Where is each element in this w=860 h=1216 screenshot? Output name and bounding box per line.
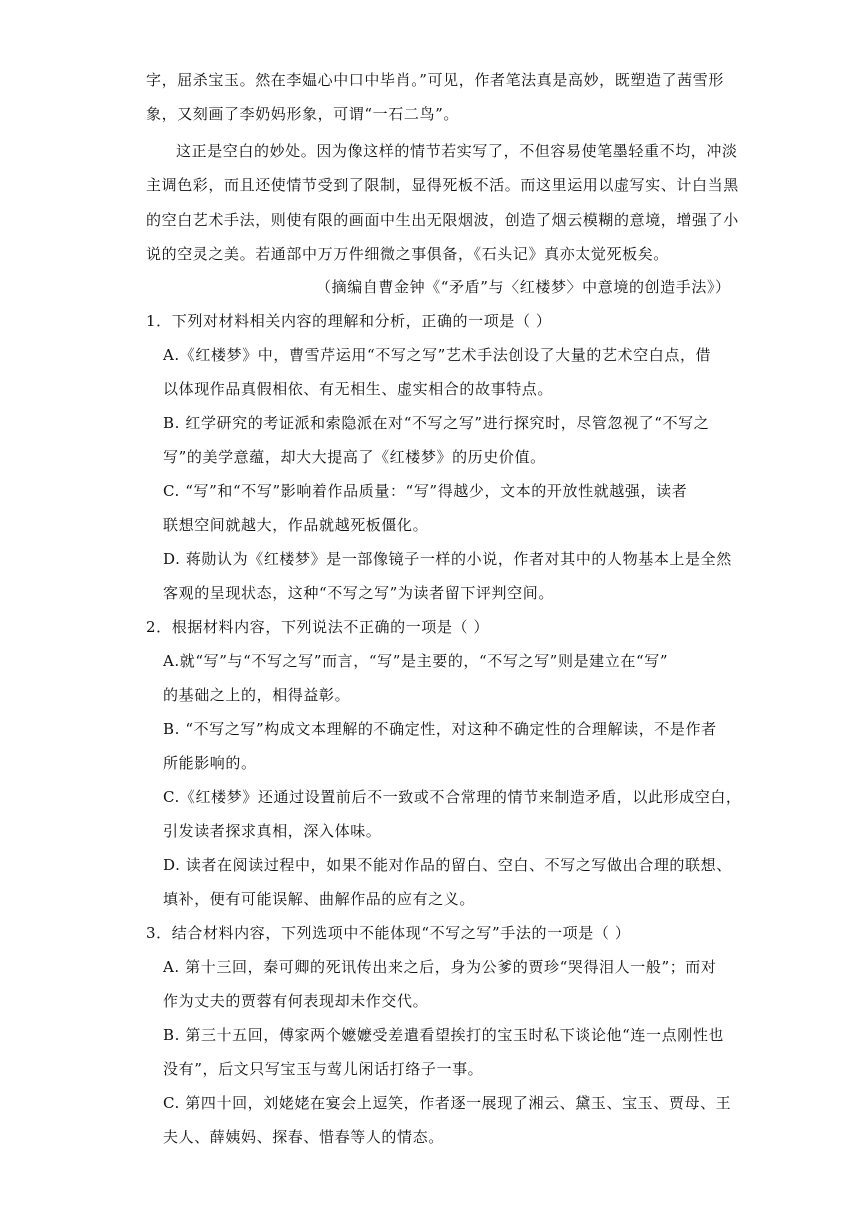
option-line: 填补，便有可能误解、曲解作品的应有之义。 bbox=[163, 890, 476, 908]
option-line: A. 第十三回，秦可卿的死讯传出来之后，身为公爹的贾珍“哭得泪人一般”；而对 bbox=[163, 958, 717, 976]
option-line: 所能影响的。 bbox=[163, 754, 257, 772]
option-line: 联想空间就越大，作品就越死板僵化。 bbox=[163, 516, 429, 534]
question-stem: 1．下列对材料相关内容的理解和分析，正确的一项是（ ） bbox=[146, 312, 552, 330]
option-line: B. “不写之写”构成文本理解的不确定性，对这种不确定性的合理解读，不是作者 bbox=[163, 720, 717, 738]
option-line: C.《红楼梦》还通过设置前后不一致或不合常理的情节来制造矛盾，以此形成空白， bbox=[163, 788, 742, 806]
question-stem: 3．结合材料内容，下列选项中不能体现“不写之写”手法的一项是（ ） bbox=[146, 924, 631, 942]
option-line: 客观的呈现状态，这种“不写之写”为读者留下评判空间。 bbox=[163, 584, 554, 602]
passage-line: 这正是空白的妙处。因为像这样的情节若实写了，不但容易使笔墨轻重不均，冲淡 bbox=[176, 142, 738, 160]
passage-line: 主调色彩，而且还使情节受到了限制，显得死板不活。而这里运用以虚写实、计白当黑 bbox=[146, 176, 739, 194]
passage-line: 说的空灵之美。若通部中万万件细微之事俱备，《石头记》真亦太觉死板矣。 bbox=[146, 245, 669, 263]
option-line: A.《红楼梦》中，曹雪芹运用“不写之写”艺术手法创设了大量的艺术空白点，借 bbox=[163, 346, 712, 364]
option-line: B. 红学研究的考证派和索隐派在对“不写之写”进行探究时，尽管忽视了“不写之 bbox=[163, 414, 710, 432]
question-stem: 2．根据材料内容，下列说法不正确的一项是（ ） bbox=[146, 618, 490, 636]
option-line: 引发读者探求真相，深入体味。 bbox=[163, 822, 382, 840]
passage-line: 字，屈杀宝玉。然在李媪心中口中毕肖。”可见，作者笔法真是高妙，既塑造了茜雪形 bbox=[146, 71, 724, 89]
option-line: D. 蒋勋认为《红楼梦》是一部像镜子一样的小说，作者对其中的人物基本上是全然 bbox=[163, 550, 732, 568]
option-line: 夫人、薛姨妈、探春、惜春等人的情态。 bbox=[163, 1128, 444, 1146]
option-line: C. 第四十回，刘姥姥在宴会上逗笑，作者逐一展现了湘云、黛玉、宝玉、贾母、王 bbox=[163, 1094, 732, 1112]
source-attribution: （摘编自曹金钟《“矛盾”与〈红楼梦〉中意境的创造手法》） bbox=[316, 278, 731, 296]
passage-line: 象，又刻画了李奶妈形象，可谓“一石二鸟”。 bbox=[146, 105, 459, 123]
option-line: B. 第三十五回，傅家两个嬷嬷受差遣看望挨打的宝玉时私下谈论他“连一点刚性也 bbox=[163, 1026, 725, 1044]
passage-line: 的空白艺术手法，则使有限的画面中生出无限烟波，创造了烟云模糊的意境，增强了小 bbox=[146, 211, 739, 229]
option-line: C. “写”和“不写”影响着作品质量：“写”得越少，文本的开放性就越强，读者 bbox=[163, 482, 688, 500]
option-line: 写”的美学意蕴，却大大提高了《红楼梦》的历史价值。 bbox=[163, 448, 546, 466]
option-line: A.就“写”与“不写之写”而言，“写”是主要的，“不写之写”则是建立在“写” bbox=[163, 652, 669, 670]
option-line: 没有”，后文只写宝玉与莺儿闲话打络子一事。 bbox=[163, 1060, 484, 1078]
option-line: 以体现作品真假相依、有无相生、虚实相合的故事特点。 bbox=[163, 380, 554, 398]
option-line: 的基础之上的，相得益彰。 bbox=[163, 686, 351, 704]
option-line: D. 读者在阅读过程中，如果不能对作品的留白、空白、不写之写做出合理的联想、 bbox=[163, 856, 732, 874]
option-line: 作为丈夫的贾蓉有何表现却未作交代。 bbox=[163, 992, 429, 1010]
